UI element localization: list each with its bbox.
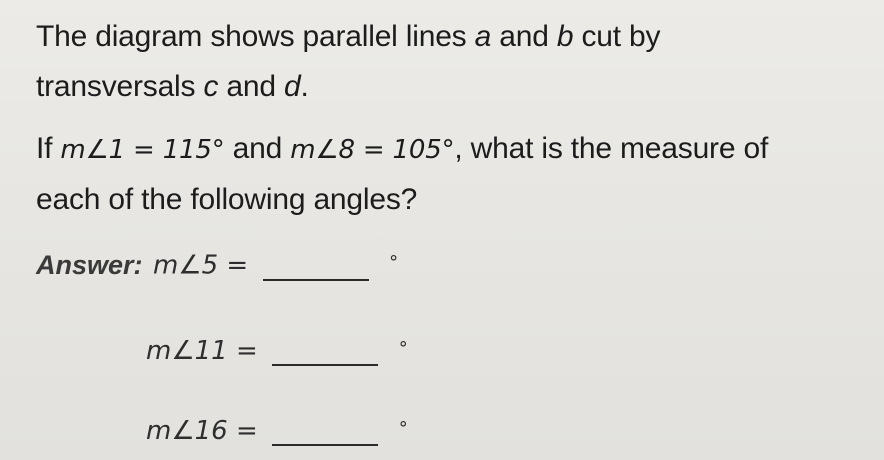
- angle-11-expression: m∠11 =: [146, 336, 258, 366]
- problem-statement: [36, 12, 660, 112]
- question-mid: and: [224, 132, 291, 165]
- transversal-c-var: c: [203, 70, 219, 103]
- answer-row-angle-16: [146, 416, 408, 456]
- intro-text-2: and: [491, 20, 557, 53]
- answer-row-angle-11: [146, 336, 408, 376]
- intro-text-6: .: [300, 70, 309, 103]
- intro-text-4: transversals: [36, 70, 204, 103]
- angle-16-answer-field[interactable]: [272, 416, 378, 446]
- line-a-var: a: [474, 20, 492, 53]
- angle-11-answer-field[interactable]: [272, 336, 378, 366]
- answer-label: Answer:: [36, 250, 143, 280]
- line-b-var: b: [556, 20, 574, 53]
- angle-5-answer-field[interactable]: [263, 251, 369, 281]
- question-tail-1: , what is the measure of: [454, 132, 769, 165]
- intro-text-3: cut by: [573, 20, 661, 53]
- degree-symbol: °: [398, 418, 408, 439]
- answer-row-angle-5: [36, 250, 398, 290]
- question-text: [36, 124, 768, 225]
- intro-text-1: The diagram shows parallel lines: [36, 20, 475, 53]
- degree-symbol: °: [389, 252, 399, 273]
- intro-text-5: and: [218, 70, 285, 103]
- given-angle-8: m∠8 = 105°: [290, 135, 455, 165]
- question-tail-2: each of the following angles?: [36, 183, 418, 216]
- given-angle-1: m∠1 = 115°: [60, 135, 225, 165]
- transversal-d-var: d: [284, 70, 301, 103]
- degree-symbol: °: [398, 338, 408, 359]
- question-lead: If: [36, 132, 61, 165]
- angle-5-expression: m∠5 =: [152, 250, 249, 281]
- angle-16-expression: m∠16 =: [146, 416, 258, 446]
